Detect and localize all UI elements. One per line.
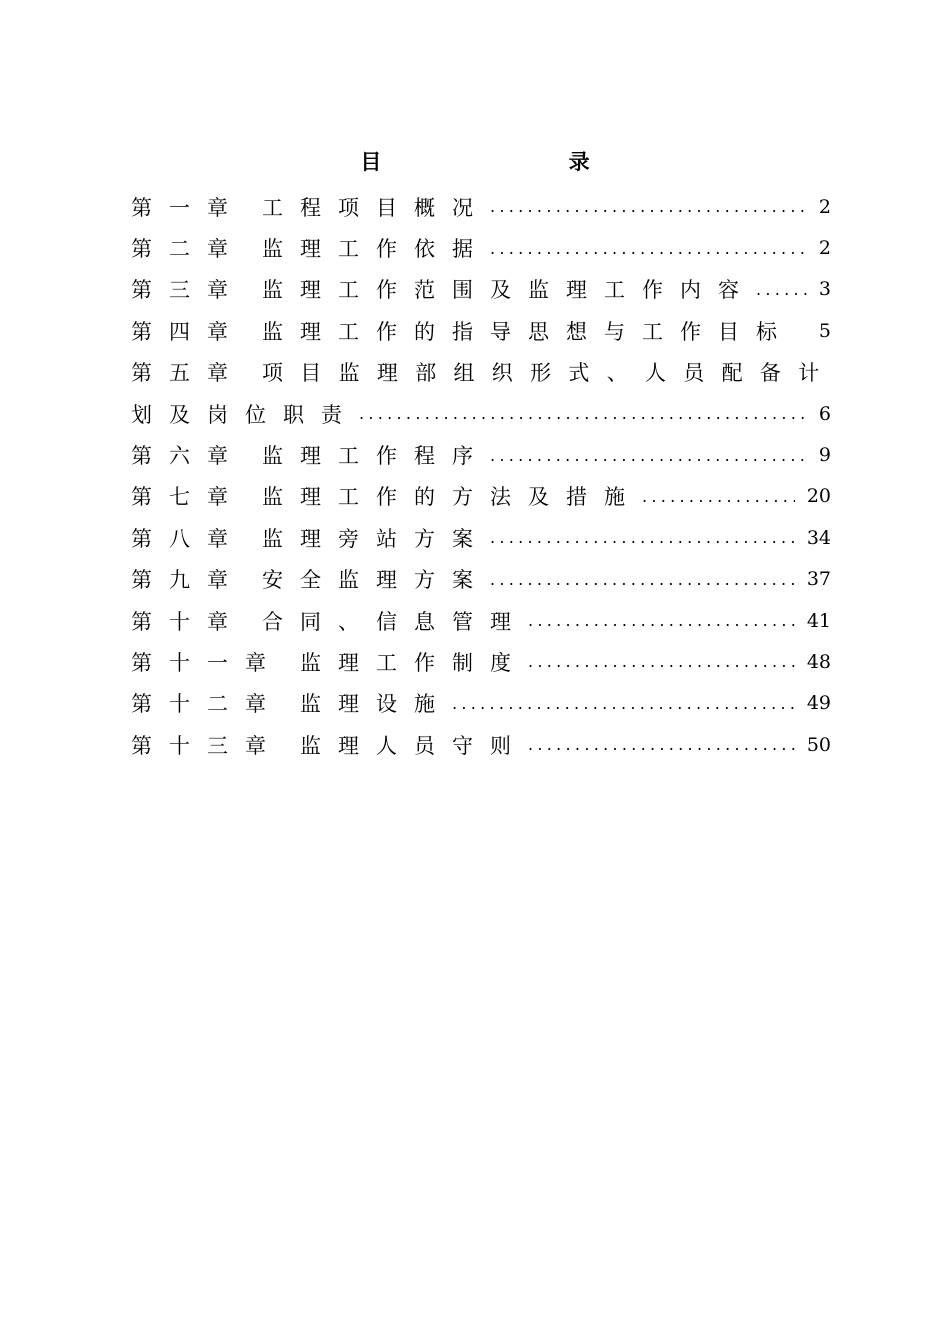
toc-chapter-label: 第一章 [131, 195, 245, 220]
toc-entry-title: 工程项目概况 [262, 195, 490, 220]
toc-entry-title: 监理工作的指导思想与工作目标 [262, 319, 794, 344]
toc-dot-leader [452, 694, 795, 713]
toc-page-number: 37 [806, 568, 831, 591]
toc-entry-title: 合同、信息管理 [262, 609, 528, 634]
toc-entry-title: 监理工作制度 [300, 650, 528, 675]
toc-dot-leader [756, 280, 807, 299]
toc-dot-leader [528, 611, 795, 630]
toc-page-number: 34 [806, 526, 831, 549]
toc-entry-title: 监理旁站方案 [262, 526, 490, 551]
toc-entry-5[interactable] [131, 352, 837, 393]
toc-entry-6[interactable] [131, 434, 831, 475]
toc-page-number: 48 [806, 650, 831, 673]
toc-entry-9[interactable] [131, 559, 831, 600]
toc-page-number: 2 [818, 237, 831, 260]
toc-entry-2[interactable] [131, 227, 831, 268]
toc-chapter-label: 第七章 [131, 485, 245, 510]
toc-page-number: 3 [818, 278, 831, 301]
toc-chapter-label: 第十二章 [131, 692, 283, 717]
toc-entry-title: 项目监理部组织形式、人员配备计 [262, 361, 837, 386]
toc-entry-title: 安全监理方案 [262, 568, 490, 593]
toc-page-number: 6 [818, 402, 831, 425]
toc-dot-leader [528, 735, 795, 754]
toc-dot-leader [490, 197, 807, 216]
toc-dot-leader [490, 239, 807, 258]
toc-chapter-label: 第十一章 [131, 650, 283, 675]
toc-dot-leader [490, 528, 795, 547]
toc-chapter-label: 第十章 [131, 609, 245, 634]
toc-entry-5-continued[interactable] [131, 393, 831, 434]
toc-chapter-label: 第二章 [131, 237, 245, 262]
table-of-contents [131, 186, 837, 765]
toc-entry-title: 监理工作范围及监理工作内容 [262, 278, 756, 303]
toc-dot-leader [490, 570, 795, 589]
toc-entry-12[interactable] [131, 683, 831, 724]
toc-chapter-label: 第十三章 [131, 733, 283, 758]
toc-entry-7[interactable] [131, 476, 831, 517]
toc-page-number: 5 [818, 319, 831, 342]
toc-entry-title: 监理工作程序 [262, 444, 490, 469]
toc-entry-10[interactable] [131, 600, 831, 641]
toc-entry-4[interactable] [131, 310, 831, 351]
toc-page-number: 20 [806, 485, 831, 508]
toc-dot-leader [490, 446, 807, 465]
toc-entry-8[interactable] [131, 517, 831, 558]
toc-title: 目 录 [360, 150, 680, 174]
toc-entry-3[interactable] [131, 269, 831, 310]
toc-entry-title: 监理工作依据 [262, 237, 490, 262]
toc-entry-title: 划及岗位职责 [131, 402, 359, 427]
toc-page-number: 49 [806, 692, 831, 715]
toc-page-number: 9 [818, 444, 831, 467]
toc-dot-leader [528, 652, 795, 671]
toc-chapter-label: 第五章 [131, 361, 245, 386]
toc-entry-title: 监理设施 [300, 692, 452, 717]
toc-chapter-label: 第三章 [131, 278, 245, 303]
toc-chapter-label: 第六章 [131, 444, 245, 469]
toc-dot-leader [359, 404, 807, 423]
toc-chapter-label: 第八章 [131, 526, 245, 551]
toc-dot-leader [642, 487, 795, 506]
toc-page-number: 41 [806, 609, 831, 632]
toc-entry-13[interactable] [131, 724, 831, 765]
toc-entry-1[interactable] [131, 186, 831, 227]
toc-entry-title: 监理人员守则 [300, 733, 528, 758]
toc-chapter-label: 第四章 [131, 319, 245, 344]
toc-entry-title: 监理工作的方法及措施 [262, 485, 642, 510]
toc-page-number: 2 [818, 195, 831, 218]
toc-chapter-label: 第九章 [131, 568, 245, 593]
toc-entry-11[interactable] [131, 641, 831, 682]
toc-page-number: 50 [806, 733, 831, 756]
